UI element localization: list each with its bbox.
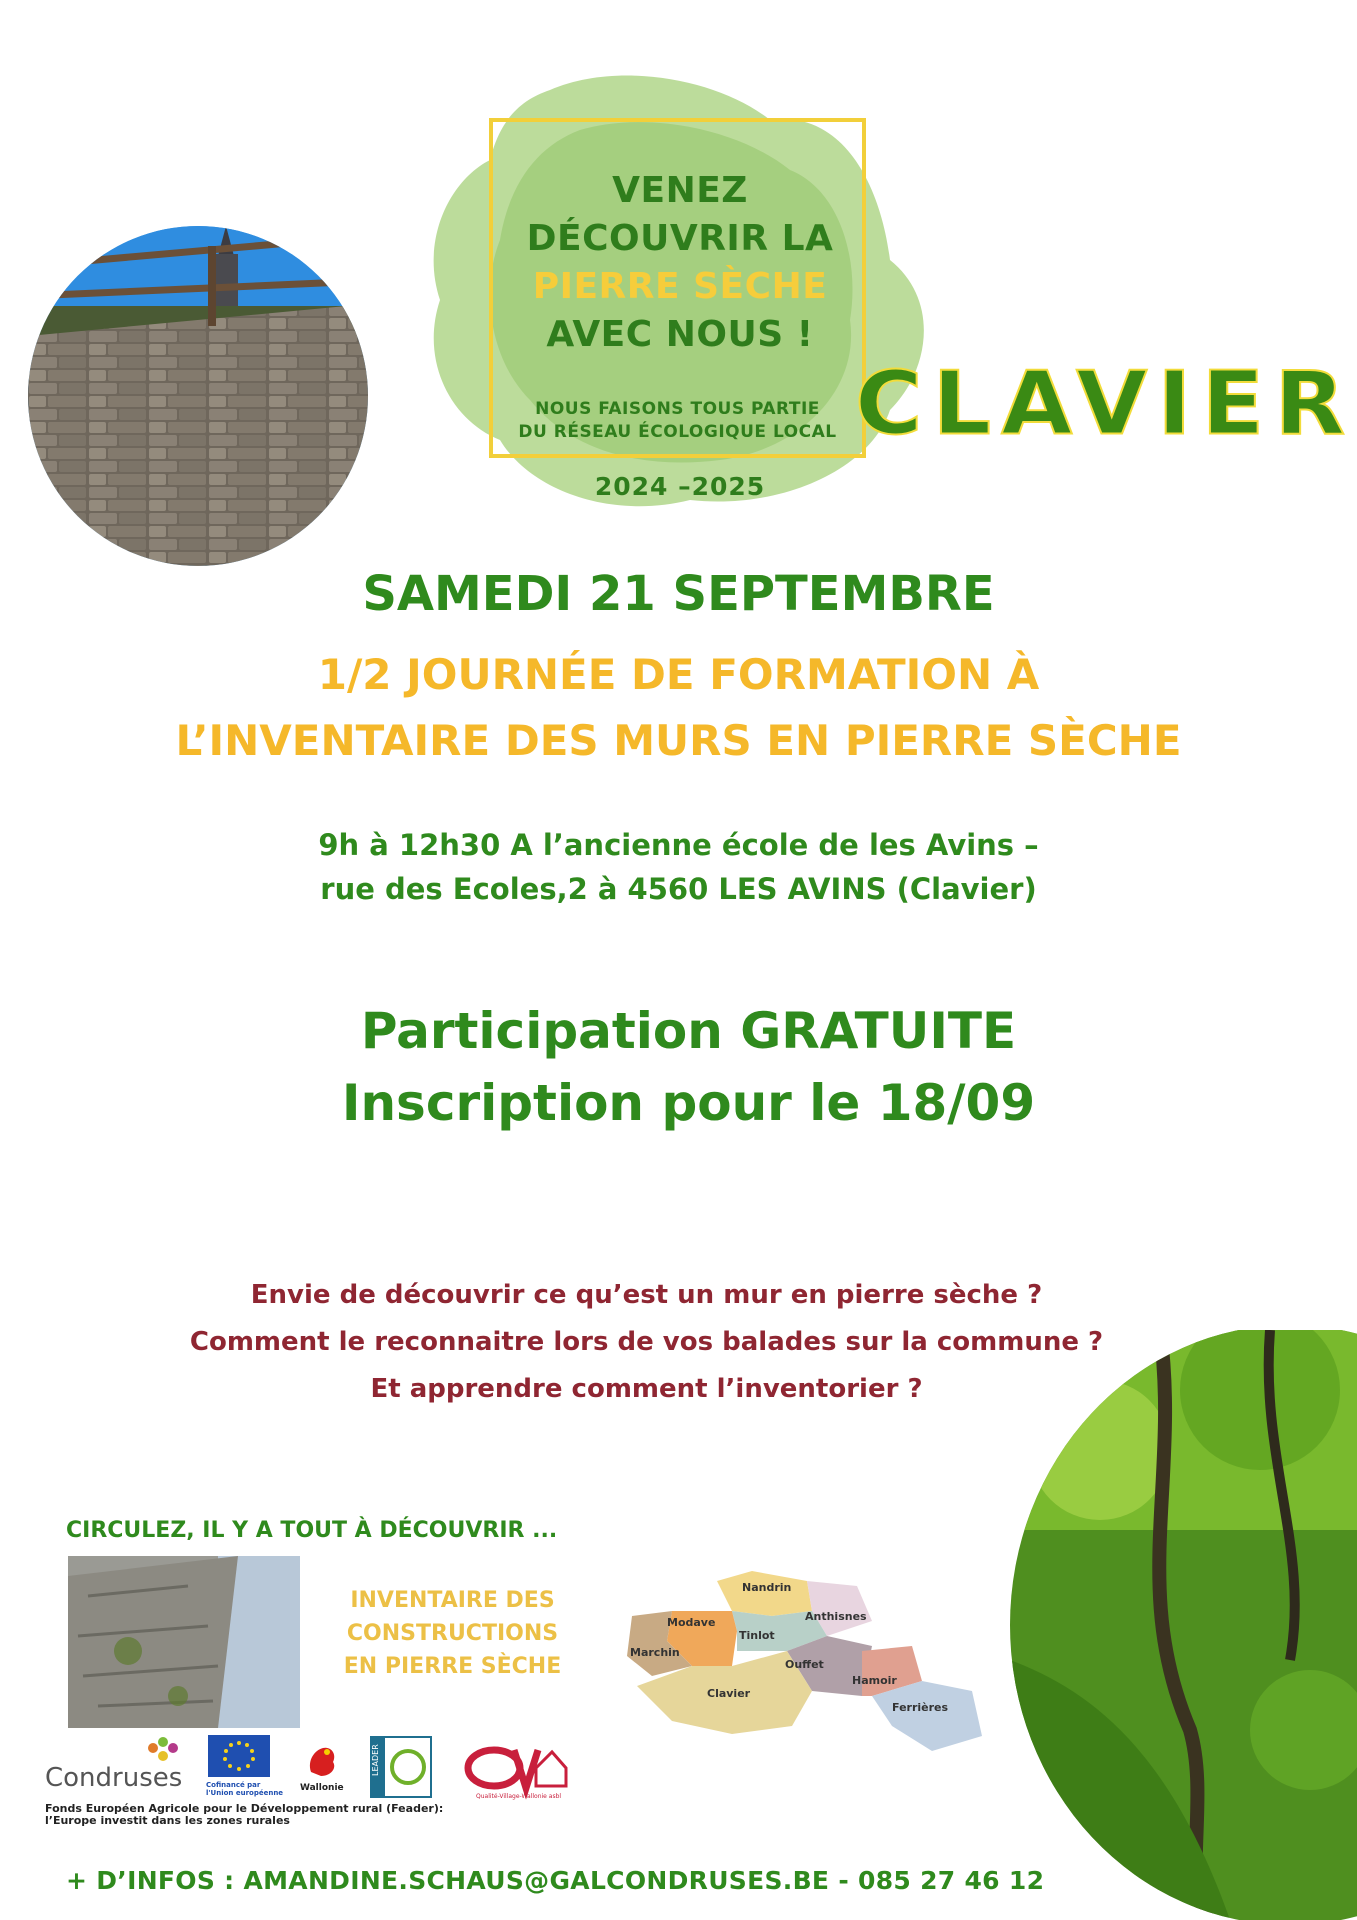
map-label-hamoir: Hamoir xyxy=(852,1674,897,1687)
header-line-4: AVEC NOUS ! xyxy=(546,314,814,355)
svg-text:LEADER: LEADER xyxy=(371,1744,380,1776)
qvw-logo xyxy=(462,1740,570,1800)
header-line-1: VENEZ xyxy=(612,170,748,211)
map-label-marchin: Marchin xyxy=(630,1646,680,1659)
inscription-text: Inscription pour le 18/09 xyxy=(341,1074,1036,1132)
map-label-ouffet: Ouffet xyxy=(785,1658,824,1671)
svg-text:Qualité-Village-Wallonie asbl: Qualité-Village-Wallonie asbl xyxy=(476,1793,562,1800)
header-sub-2: DU RÉSEAU ÉCOLOGIQUE LOCAL xyxy=(518,422,837,442)
map-label-clavier: Clavier xyxy=(707,1687,751,1700)
question-1: Envie de découvrir ce qu’est un mur en pierre sèche ? xyxy=(250,1280,1043,1310)
wall-photo-small xyxy=(68,1556,300,1728)
wallonie-logo: Wallonie xyxy=(300,1783,344,1793)
map-label-modave: Modave xyxy=(667,1616,716,1629)
clavier-title: CLAVIER xyxy=(855,352,1356,455)
schedule-line-2: rue des Ecoles,2 à 4560 LES AVINS (Clavier) xyxy=(320,872,1037,906)
forest-photo xyxy=(1010,1330,1357,1920)
wallonie-rooster-icon xyxy=(303,1742,341,1780)
formation-line-2: L’INVENTAIRE DES MURS EN PIERRE SÈCHE xyxy=(175,716,1182,765)
contact-info: + D’INFOS : AMANDINE.SCHAUS@GALCONDRUSES.BE - 085 27 46 12 xyxy=(66,1866,1045,1895)
map-label-nandrin: Nandrin xyxy=(742,1581,792,1594)
question-2: Comment le reconnaitre lors de vos balades sur la commune ? xyxy=(189,1327,1104,1357)
years-label: 2024 –2025 xyxy=(594,472,766,501)
inventaire-line-1: INVENTAIRE DES xyxy=(350,1588,555,1613)
participation-text: Participation GRATUITE xyxy=(360,1002,1017,1060)
leader-logo xyxy=(370,1736,432,1798)
formation-line-1: 1/2 JOURNÉE DE FORMATION À xyxy=(317,650,1040,699)
map-label-ferrieres: Ferrières xyxy=(892,1701,949,1714)
header-line-3: PIERRE SÈCHE xyxy=(532,266,828,307)
condruses-flower-icon xyxy=(143,1736,183,1766)
stone-wall-photo xyxy=(28,226,368,566)
fonds-text: Fonds Européen Agricole pour le Développement rural (Feader): l’Europe investit dans les zones rurales xyxy=(45,1802,444,1827)
question-3: Et apprendre comment l’inventorier ? xyxy=(370,1374,923,1404)
inventaire-line-3: EN PIERRE SÈCHE xyxy=(343,1654,562,1679)
header-sub-1: NOUS FAISONS TOUS PARTIE xyxy=(535,399,820,419)
condruses-logo: Condruses xyxy=(45,1763,183,1793)
eu-flag-icon xyxy=(208,1735,270,1777)
header-line-2: DÉCOUVRIR LA xyxy=(526,218,834,259)
map-label-tinlot: Tinlot xyxy=(739,1629,775,1642)
event-date: SAMEDI 21 SEPTEMBRE xyxy=(362,566,995,622)
inventaire-line-2: CONSTRUCTIONS xyxy=(346,1621,559,1646)
circulez-heading: CIRCULEZ, IL Y A TOUT À DÉCOUVRIR ... xyxy=(66,1518,558,1543)
communes-map xyxy=(612,1556,1012,1756)
map-label-anthisnes: Anthisnes xyxy=(805,1610,867,1623)
schedule-line-1: 9h à 12h30 A l’ancienne école de les Avins – xyxy=(318,828,1039,862)
eu-text: Cofinancé par l'Union européenne xyxy=(206,1781,284,1797)
